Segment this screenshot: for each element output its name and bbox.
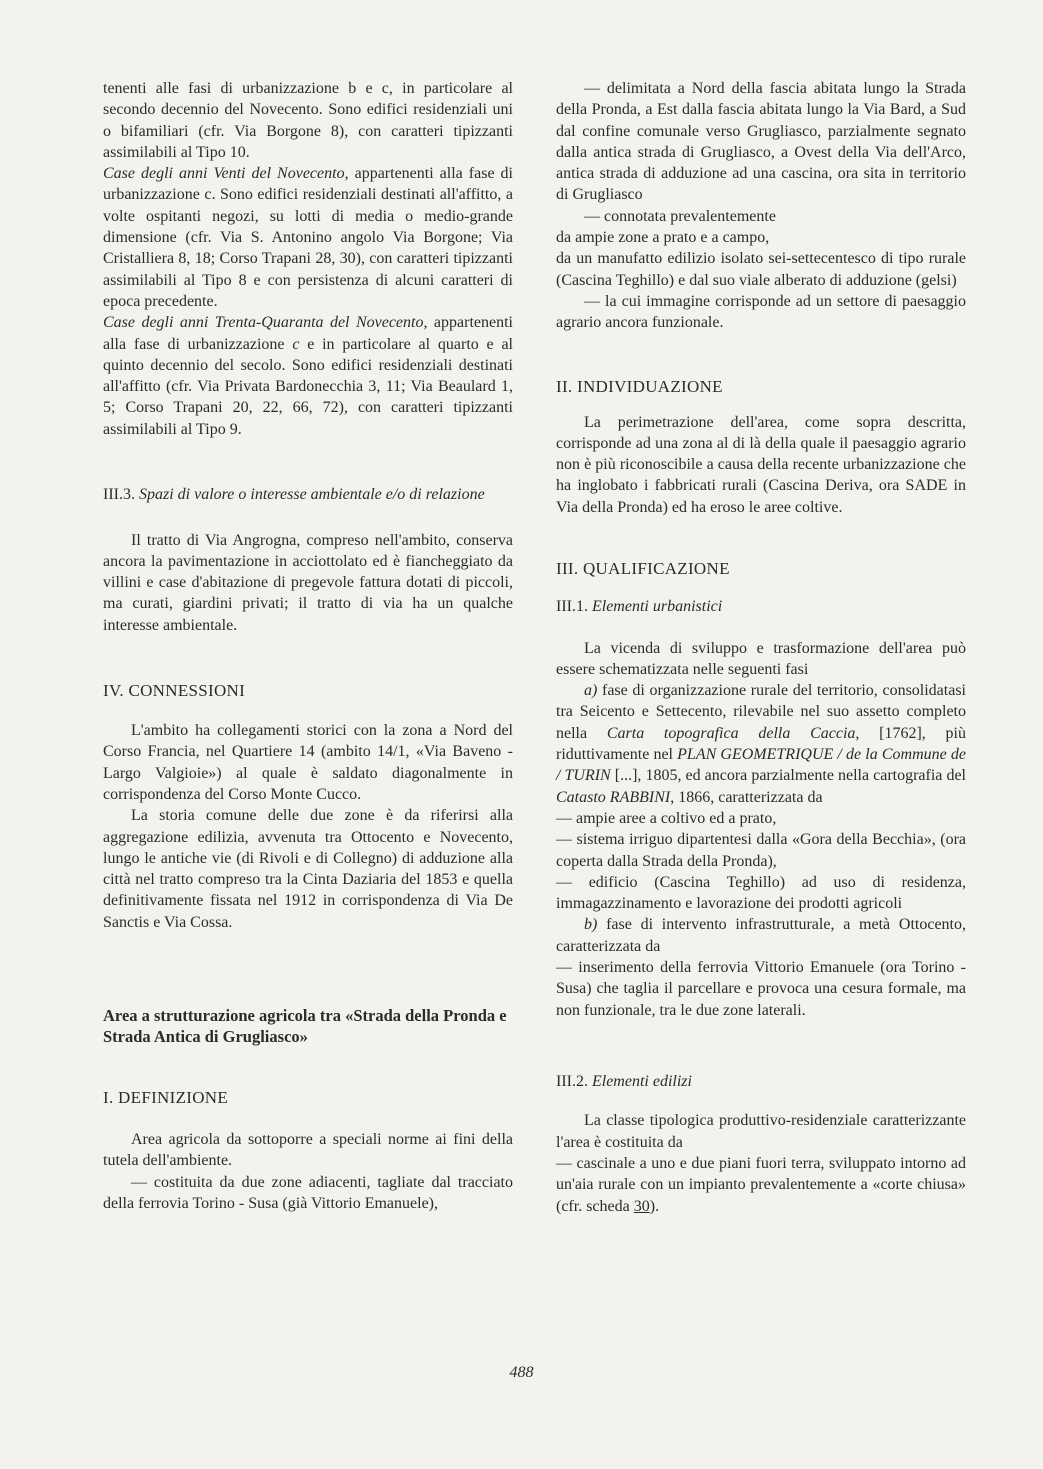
section-heading-iii-3 [103,484,513,506]
paragraph: L'ambito ha collegamenti storici con la zona a Nord del Corso Francia, nel Quartiere 14 (ambito 14/1, «Via Baveno - Largo Valgioie») al quale è saldato diagonalmente in corrispondenza del Corso Monte Cucco. [103,722,513,803]
paragraph: — connotata prevalentemente [584,207,776,225]
list-letter: b) [584,916,598,934]
list-item [556,1153,966,1217]
paragraph-body: ). [649,1197,660,1215]
paragraph: Area agricola da sottoporre a speciali norme ai fini della tutela dell'ambiente. [103,1131,513,1170]
paragraph [556,914,966,957]
paragraph: — costituita da due zone adiacenti, tagliate dal tracciato della ferrovia Torino - Susa (già Vittorio Emanuele), [103,1173,513,1212]
map-title: Catasto RABBINI [556,788,671,806]
section-title: Spazi di valore o interesse ambientale e/o di relazione [138,486,485,504]
paragraph: Il tratto di Via Angrogna, compreso nell'ambito, conserva ancora la pavimentazione in acciottolato ed è fiancheggiato da villini e case d'abitazione di pregevole fattura dotati di piccoli, ma curati, giardini privati; il tratto di via ha un qualche interesse ambientale. [103,531,513,634]
paragraph-title: Case degli anni Trenta-Quaranta del Novecento [103,314,424,332]
section-title: Elementi urbanistici [591,598,723,616]
paragraph: da ampie zone a prato e a campo, [556,229,770,247]
list-item: — ampie aree a coltivo ed a prato, [556,809,777,827]
section-title: Elementi edilizi [591,1072,692,1090]
paragraph-title: Case degli anni Venti del Novecento [103,165,345,183]
map-title: Carta topografica della Caccia [606,724,856,742]
paragraph-body: , appartenenti alla fase di urbanizzazione [103,314,513,353]
map-title: PLAN GEOMETRIQUE / de la Commune de / TURIN [556,746,966,785]
list-item: — inserimento della ferrovia Vittorio Emanuele (ora Torino - Susa) che taglia il parcellare e provoca una cesura formale, ma non funzionale, tra le due zone laterali. [556,959,966,1019]
scheda-reference: 30 [633,1197,650,1215]
left-column [103,78,513,1214]
section-heading-iii-1 [556,596,966,618]
paragraph [103,312,513,440]
paragraph: La classe tipologica produttivo-residenziale caratterizzante l'area è costituita da [556,1112,966,1151]
paragraph: — la cui immagine corrisponde ad un settore di paesaggio agrario ancora funzionale. [556,292,966,332]
section-heading-iv: IV. CONNESSIONI [103,681,246,701]
section-heading-i: I. DEFINIZIONE [103,1088,229,1107]
paragraph [103,163,513,312]
paragraph-body: fase di organizzazione rurale del territorio, consolidatasi tra Seicento e Settecento, rilevabile nel suo assetto completo nella [556,682,966,742]
paragraph-body: fase di intervento infrastrutturale, a metà Ottocento, caratterizzata da [556,916,966,955]
section-heading-iii-2 [556,1071,966,1093]
paragraph-body: — cascinale a uno e due piani fuori terra, sviluppato intorno ad un'aia rurale con un impianto prevalentemente a «corte chiusa» (cfr. scheda [556,1154,966,1215]
paragraph: tenenti alle fasi di urbanizzazione b e c, in particolare al secondo decennio del Novecento. Sono edifici residenziali uni o bifamiliari (cfr. Via Borgone 8), con caratteri tipizzanti assimilabili al Tipo 10. [103,80,513,161]
section-number: III.2. [556,1072,588,1090]
list-letter: a) [584,682,598,700]
section-heading-iii: III. QUALIFICAZIONE [556,559,730,579]
paragraph: da un manufatto edilizio isolato sei-settecentesco di tipo rurale (Cascina Teghillo) e dal suo viale alberato di adduzione (gelsi) [556,250,966,289]
section-heading-ii: II. INDIVIDUAZIONE [556,376,723,396]
section-number: III.3. [103,486,135,504]
paragraph [556,680,966,808]
page-number: 488 [509,1364,534,1381]
phase-letter: c [292,335,300,353]
paragraph: La storia comune delle due zone è da riferirsi alla aggregazione edilizia, avvenuta tra Ottocento e Novecento, lungo le antiche vie (di Rivoli e di Collegno) di adduzione alla città nel tratto compreso tra la Cinta Daziaria del 1853 e quella definitivamente fissata nel 1912 in corrispondenza di Via De Sanctis e Via Cossa. [103,807,513,931]
paragraph-body: [...], 1805, ed ancora parzialmente nella cartografia del [610,767,966,785]
list-item: — sistema irriguo dipartentesi dalla «Gora della Becchia», (ora coperta dalla Strada della Pronda), [556,831,966,870]
list-item: — edificio (Cascina Teghillo) ad uso di residenza, immagazzinamento e lavorazione dei prodotti agricoli [556,873,966,913]
section-number: III.1. [556,598,588,616]
paragraph-body: , [1762], più riduttivamente nel [556,724,966,764]
paragraph: — delimitata a Nord della fascia abitata lungo la Strada della Pronda, a Est dalla fascia abitata lungo la Via Bard, a Sud dal confine comunale verso Grugliasco, parzialmente segnato dalla antica strada di Grugliasco, a Ovest della Via dell'Arco, antica strada di adduzione ad una cascina, ora sita in territorio di Grugliasco [556,80,966,204]
paragraph-body: , 1866, caratterizzata da [670,788,823,806]
paragraph-body: , appartenenti alla fase di urbanizzazione c. Sono edifici residenziali destinati all'affitto, a volte ospitanti negozi, su lotti di media o medio-grande dimensione (cfr. Via S. Antonino angolo Via Borgone; Via Cristalliera 8, 18; Corso Trapani 28, 30), con caratteri tipizzanti assimilabili al Tipo 8 e con persistenza di alcuni caratteri di epoca precedente. [103,165,514,310]
paragraph-body: e in particolare al quarto e al quinto decennio del secolo. Sono edifici residenziali destinati all'affitto (cfr. Via Privata Bardonecchia 3, 11; Via Beaulard 1, 5; Corso Trapani 20, 22, 66, 72), con caratteri tipizzanti assimilabili al Tipo 9. [103,335,514,438]
paragraph: La perimetrazione dell'area, come sopra descritta, corrisponde ad una zona al di là della quale il paesaggio agrario non è più riconoscibile a causa della recente urbanizzazione che ha inglobato i fabbricati rurali (Cascina Deriva, ora SADE in Via della Pronda) ed ha eroso le aree coltive. [556,413,966,516]
paragraph: La vicenda di sviluppo e trasformazione dell'area può essere schematizzata nelle seguenti fasi [556,639,966,678]
area-title: Area a strutturazione agricola tra «Strada della Pronda e Strada Antica di Grugliasco» [103,1006,507,1046]
right-column [556,78,966,1217]
